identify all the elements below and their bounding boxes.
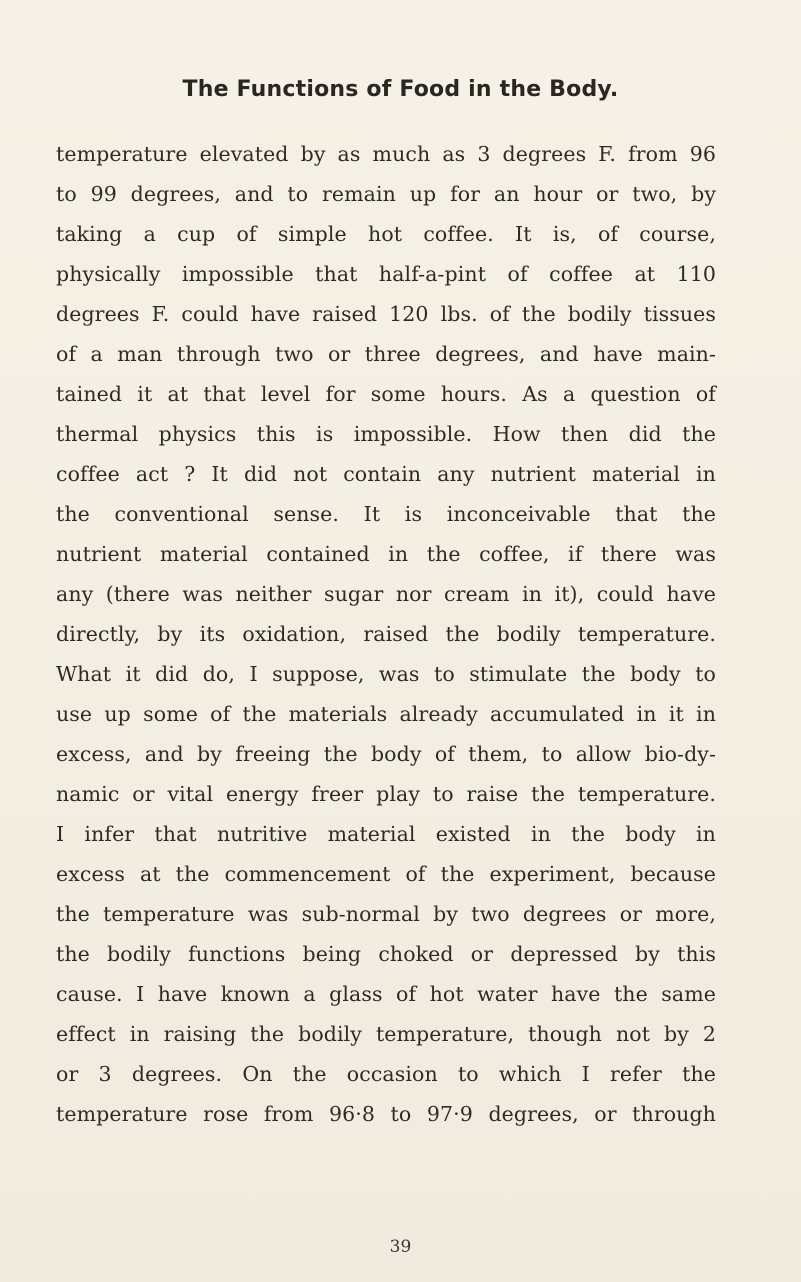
text-line: physically impossible that half-a-pint of coffee at 110 xyxy=(56,262,716,286)
text-line: nutrient material contained in the coffee, if there was xyxy=(56,542,716,566)
text-line: excess at the commencement of the experiment, because xyxy=(56,862,716,886)
text-line: of a man through two or three degrees, and have main- xyxy=(56,342,716,366)
text-line: coffee act ? It did not contain any nutrient material in xyxy=(56,462,716,486)
page-number: 39 xyxy=(389,1237,412,1257)
text-line: or 3 degrees. On the occasion to which I refer the xyxy=(56,1062,716,1086)
text-line: the temperature was sub-normal by two degrees or more, xyxy=(56,902,716,926)
text-line: the bodily functions being choked or depressed by this xyxy=(56,942,716,966)
text-line: temperature rose from 96·8 to 97·9 degrees, or through xyxy=(56,1102,716,1126)
text-line: taking a cup of simple hot coffee. It is, of course, xyxy=(56,222,716,246)
text-line: excess, and by freeing the body of them, to allow bio-dy- xyxy=(56,742,716,766)
text-line: temperature elevated by as much as 3 degrees F. from 96 xyxy=(56,142,716,166)
text-line: namic or vital energy freer play to raise the temperature. xyxy=(56,782,716,806)
text-line: tained it at that level for some hours. As a question of xyxy=(56,382,716,406)
text-line: use up some of the materials already accumulated in it in xyxy=(56,702,716,726)
text-line: any (there was neither sugar nor cream in it), could have xyxy=(56,582,716,606)
text-line: thermal physics this is impossible. How then did the xyxy=(56,422,716,446)
text-line: I infer that nutritive material existed in the body in xyxy=(56,822,716,846)
text-line: What it did do, I suppose, was to stimulate the body to xyxy=(56,662,716,686)
text-line: effect in raising the bodily temperature, though not by 2 xyxy=(56,1022,716,1046)
text-line: degrees F. could have raised 120 lbs. of the bodily tissues xyxy=(56,302,716,326)
running-head: The Functions of Food in the Body. xyxy=(182,77,619,102)
body-paragraph xyxy=(56,134,716,1134)
text-line: the conventional sense. It is inconceivable that the xyxy=(56,502,716,526)
text-line: directly, by its oxidation, raised the bodily temperature. xyxy=(56,622,716,646)
text-line: cause. I have known a glass of hot water have the same xyxy=(56,982,716,1006)
text-line: to 99 degrees, and to remain up for an hour or two, by xyxy=(56,182,716,206)
